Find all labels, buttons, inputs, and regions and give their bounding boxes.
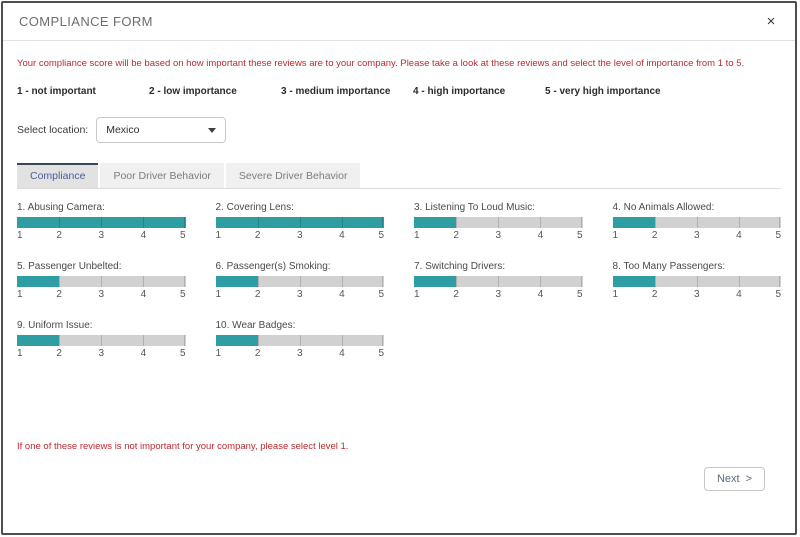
importance-slider[interactable] — [414, 276, 583, 287]
slider-fill — [17, 276, 59, 287]
intro-message: Your compliance score will be based on how important these reviews are to your company. Please take a look at these reviews and select the level of importance from 1 to 5. — [17, 58, 745, 69]
importance-slider[interactable] — [414, 217, 583, 228]
scale-legend-item: 2 - low importance — [149, 86, 237, 97]
slider-cell — [216, 202, 385, 243]
slider-cell — [216, 261, 385, 302]
dialog-title: COMPLIANCE FORM — [19, 14, 153, 29]
location-selected-value: Mexico — [106, 124, 140, 136]
next-arrow-icon: > — [745, 473, 752, 485]
scale-legend-item: 1 - not important — [17, 86, 96, 97]
importance-slider[interactable] — [613, 217, 782, 228]
slider-label: 3. Listening To Loud Music: — [414, 202, 536, 213]
slider-label: 5. Passenger Unbelted: — [17, 261, 122, 272]
chevron-down-icon — [208, 128, 216, 133]
next-button-label: Next — [716, 473, 740, 485]
slider-label: 10. Wear Badges: — [215, 320, 296, 331]
slider-label: 9. Uniform Issue: — [17, 320, 93, 331]
slider-label: 2. Covering Lens: — [215, 202, 294, 213]
slider-scale: 1 2 3 4 5 — [414, 230, 583, 241]
importance-slider[interactable] — [216, 276, 385, 287]
slider-scale: 1 2 3 4 5 — [215, 348, 384, 359]
tabstrip — [17, 163, 781, 189]
slider-fill — [216, 276, 258, 287]
importance-scale-legend — [17, 86, 781, 97]
slider-cell — [17, 202, 186, 243]
importance-slider[interactable] — [613, 276, 782, 287]
slider-scale: 1 2 3 4 5 — [17, 230, 186, 241]
slider-fill — [613, 276, 655, 287]
slider-label: 7. Switching Drivers: — [414, 261, 506, 272]
slider-fill — [613, 217, 655, 228]
location-select[interactable] — [96, 117, 226, 143]
importance-slider[interactable] — [17, 276, 186, 287]
slider-scale: 1 2 3 4 5 — [215, 289, 384, 300]
slider-fill — [414, 217, 456, 228]
slider-cell — [414, 202, 583, 243]
slider-fill — [216, 335, 258, 346]
slider-cell — [414, 261, 583, 302]
slider-cell — [613, 261, 782, 302]
slider-cell — [613, 202, 782, 243]
close-icon[interactable]: × — [761, 12, 781, 32]
slider-cell — [17, 320, 186, 361]
location-label: Select location: — [17, 124, 89, 136]
slider-cell — [216, 320, 385, 361]
importance-slider[interactable] — [216, 335, 385, 346]
slider-scale: 1 2 3 4 5 — [17, 348, 186, 359]
importance-slider[interactable] — [17, 335, 186, 346]
slider-scale: 1 2 3 4 5 — [612, 230, 781, 241]
location-row — [17, 117, 781, 143]
slider-fill — [17, 335, 59, 346]
slider-scale: 1 2 3 4 5 — [17, 289, 186, 300]
scale-legend-item: 4 - high importance — [413, 86, 506, 97]
tab[interactable]: Compliance — [17, 163, 98, 188]
slider-label: 1. Abusing Camera: — [17, 202, 105, 213]
slider-grid — [17, 202, 781, 361]
slider-label: 8. Too Many Passengers: — [612, 261, 726, 272]
next-button[interactable] — [704, 467, 765, 491]
tab[interactable]: Severe Driver Behavior — [226, 163, 361, 188]
compliance-form-dialog — [1, 1, 797, 535]
dialog-header — [3, 3, 795, 41]
slider-cell — [17, 261, 186, 302]
scale-legend-item: 5 - very high importance — [545, 86, 661, 97]
scale-legend-item: 3 - medium importance — [281, 86, 391, 97]
footer-note: If one of these reviews is not important for your company, please select level 1. — [17, 441, 349, 452]
slider-fill — [414, 276, 456, 287]
slider-scale: 1 2 3 4 5 — [414, 289, 583, 300]
slider-label: 4. No Animals Allowed: — [612, 202, 715, 213]
slider-label: 6. Passenger(s) Smoking: — [215, 261, 331, 272]
slider-scale: 1 2 3 4 5 — [215, 230, 384, 241]
slider-scale: 1 2 3 4 5 — [612, 289, 781, 300]
tab[interactable]: Poor Driver Behavior — [100, 163, 223, 188]
importance-slider[interactable] — [17, 217, 186, 228]
importance-slider[interactable] — [216, 217, 385, 228]
